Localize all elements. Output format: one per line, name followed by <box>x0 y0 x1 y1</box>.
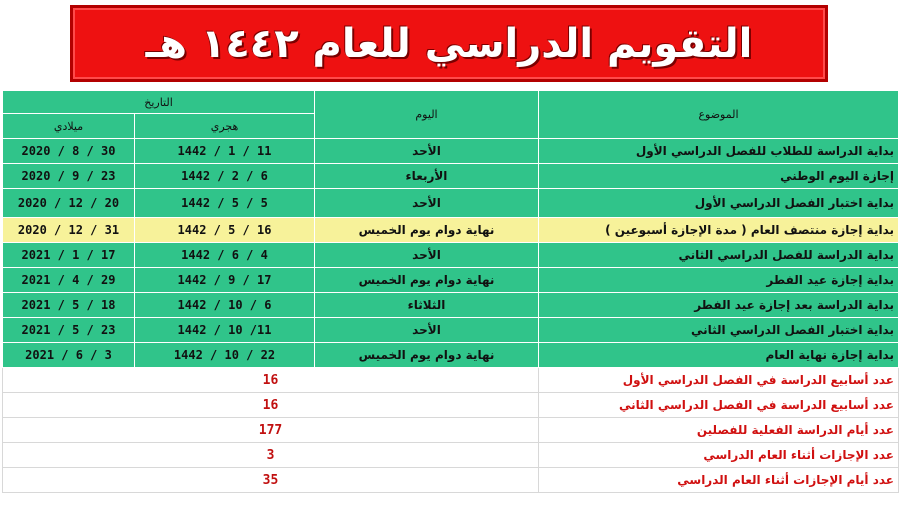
summary-value: 16 <box>3 368 539 393</box>
header-hijri: هجري <box>135 114 315 139</box>
subject-cell: بداية اختبار الفصل الدراسي الأول <box>539 189 899 218</box>
gregorian-cell: 2020 / 8 / 30 <box>3 139 135 164</box>
calendar-table <box>2 90 899 493</box>
gregorian-cell: 2021 / 5 / 23 <box>3 318 135 343</box>
summary-row <box>3 368 899 393</box>
hijri-cell: 1442 / 10 /11 <box>135 318 315 343</box>
gregorian-cell: 2021 / 4 / 29 <box>3 268 135 293</box>
summary-row <box>3 393 899 418</box>
summary-value: 16 <box>3 393 539 418</box>
table-row <box>3 139 899 164</box>
day-cell: الأربعاء <box>315 164 539 189</box>
gregorian-cell: 2020 / 9 / 23 <box>3 164 135 189</box>
day-cell: نهاية دوام يوم الخميس <box>315 343 539 368</box>
subject-cell: بداية الدراسة بعد إجازة عيد الفطر <box>539 293 899 318</box>
day-cell: الأحد <box>315 318 539 343</box>
gregorian-cell: 2020 / 12 / 20 <box>3 189 135 218</box>
table-row <box>3 343 899 368</box>
summary-value: 35 <box>3 468 539 493</box>
gregorian-cell: 2021 / 1 / 17 <box>3 243 135 268</box>
table-row <box>3 189 899 218</box>
header-day: اليوم <box>315 91 539 139</box>
summary-label: عدد أسابيع الدراسة في الفصل الدراسي الأول <box>539 368 899 393</box>
header-subject: الموضوع <box>539 91 899 139</box>
day-cell: الثلاثاء <box>315 293 539 318</box>
header-row-1 <box>3 91 899 114</box>
day-cell: الأحد <box>315 243 539 268</box>
subject-cell: بداية الدراسة للطلاب للفصل الدراسي الأول <box>539 139 899 164</box>
summary-row <box>3 418 899 443</box>
summary-label: عدد أيام الدراسة الفعلية للفصلين <box>539 418 899 443</box>
summary-value: 3 <box>3 443 539 468</box>
summary-label: عدد الإجازات أثناء العام الدراسي <box>539 443 899 468</box>
hijri-cell: 1442 / 9 / 17 <box>135 268 315 293</box>
table-row <box>3 318 899 343</box>
day-cell: الأحد <box>315 139 539 164</box>
table-row <box>3 293 899 318</box>
hijri-cell: 1442 / 5 / 5 <box>135 189 315 218</box>
subject-cell: بداية إجازة منتصف العام ( مدة الإجازة أسبوعين ) <box>539 218 899 243</box>
subject-cell: بداية إجازة نهاية العام <box>539 343 899 368</box>
gregorian-cell: 2021 / 5 / 18 <box>3 293 135 318</box>
hijri-cell: 1442 / 2 / 6 <box>135 164 315 189</box>
day-cell: الأحد <box>315 189 539 218</box>
summary-label: عدد أيام الإجازات أثناء العام الدراسي <box>539 468 899 493</box>
title-banner <box>70 5 828 82</box>
table-row <box>3 268 899 293</box>
subject-cell: بداية اختبار الفصل الدراسي الثاني <box>539 318 899 343</box>
subject-cell: إجازة اليوم الوطني <box>539 164 899 189</box>
gregorian-cell: 2020 / 12 / 31 <box>3 218 135 243</box>
summary-row <box>3 443 899 468</box>
table-row-highlighted <box>3 218 899 243</box>
hijri-cell: 1442 / 1 / 11 <box>135 139 315 164</box>
hijri-cell: 1442 / 10 / 6 <box>135 293 315 318</box>
table-row <box>3 243 899 268</box>
hijri-cell: 1442 / 6 / 4 <box>135 243 315 268</box>
summary-value: 177 <box>3 418 539 443</box>
summary-row <box>3 468 899 493</box>
header-date: التاريخ <box>3 91 315 114</box>
subject-cell: بداية الدراسة للفصل الدراسي الثاني <box>539 243 899 268</box>
table-row <box>3 164 899 189</box>
hijri-cell: 1442 / 10 / 22 <box>135 343 315 368</box>
page-title: التقويم الدراسي للعام ١٤٤٢ هـ <box>145 20 753 67</box>
summary-label: عدد أسابيع الدراسة في الفصل الدراسي الثاني <box>539 393 899 418</box>
day-cell: نهاية دوام يوم الخميس <box>315 218 539 243</box>
subject-cell: بداية إجازة عيد الفطر <box>539 268 899 293</box>
gregorian-cell: 2021 / 6 / 3 <box>3 343 135 368</box>
day-cell: نهاية دوام يوم الخميس <box>315 268 539 293</box>
header-gregorian: ميلادي <box>3 114 135 139</box>
hijri-cell: 1442 / 5 / 16 <box>135 218 315 243</box>
